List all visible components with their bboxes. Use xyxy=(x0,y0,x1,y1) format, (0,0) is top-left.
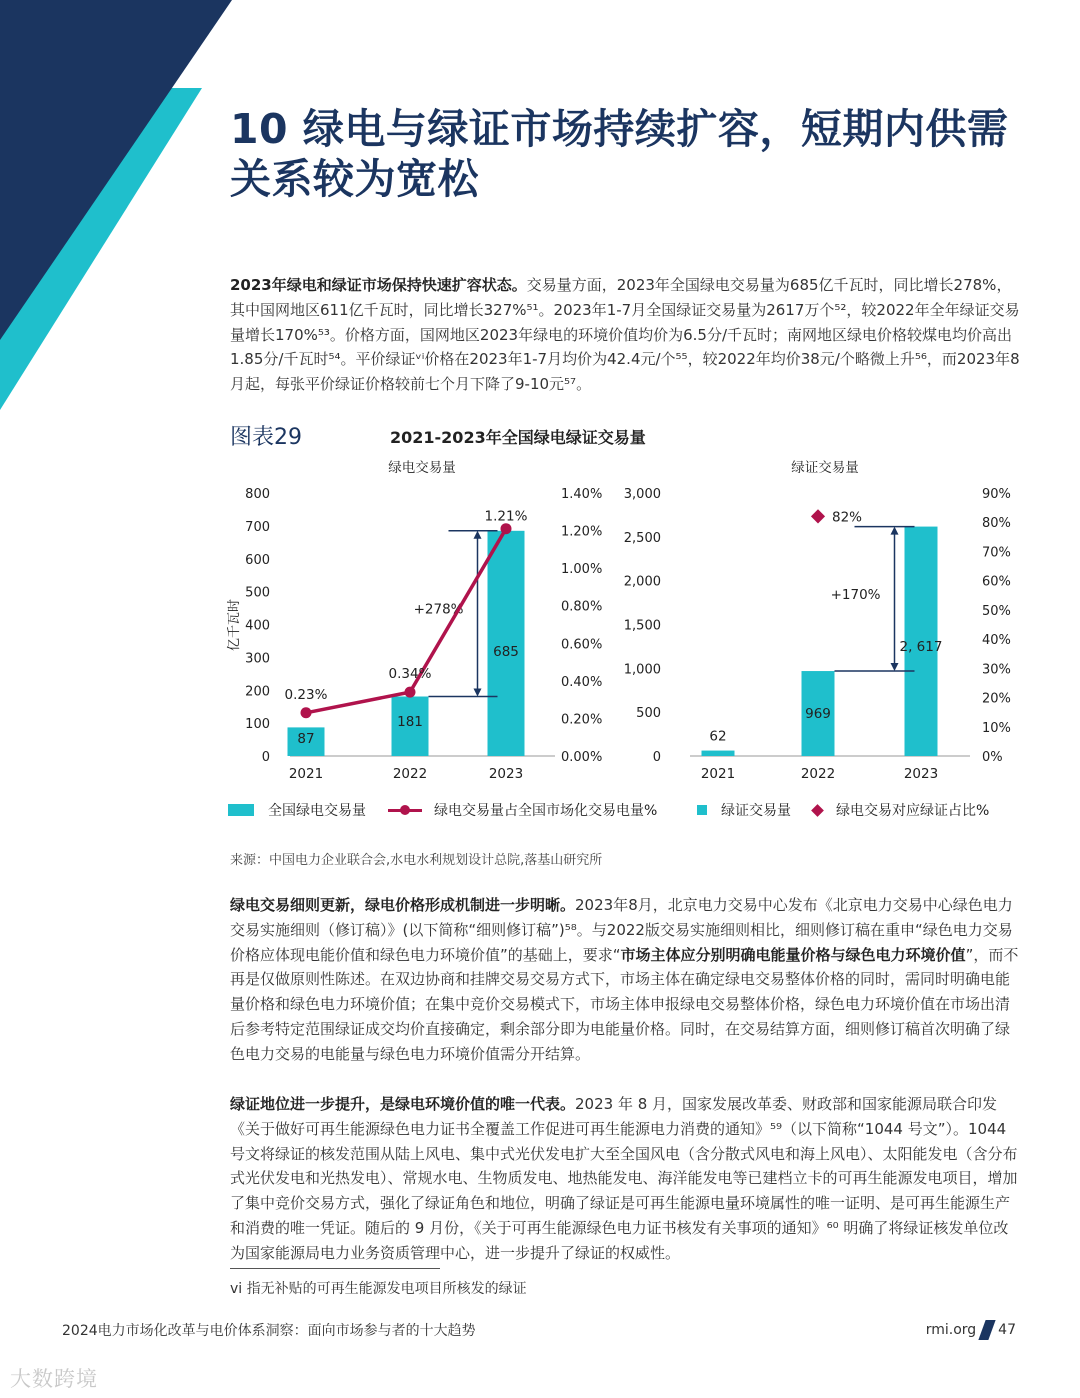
y-tick-label: 2,500 xyxy=(623,530,661,546)
y2-tick-label: 0.00% xyxy=(561,750,603,765)
y2-tick-label: 50% xyxy=(982,603,1011,619)
y-tick-label: 700 xyxy=(245,519,270,535)
bar-value-label: 62 xyxy=(709,728,727,745)
y-tick-label: 300 xyxy=(245,651,270,667)
bold-text-run: 绿电交易细则更新，绿电价格形成机制进一步明晰。 xyxy=(230,896,576,914)
bar-value-label: 969 xyxy=(805,706,831,722)
y2-tick-label: 70% xyxy=(982,545,1011,561)
y2-tick-label: 0.60% xyxy=(561,637,603,653)
y2-tick-label: 30% xyxy=(982,662,1011,678)
y2-tick-label: 0.40% xyxy=(561,674,603,690)
y-tick-label: 0 xyxy=(652,750,661,765)
y-tick-label: 2,000 xyxy=(623,574,661,590)
y-tick-label: 500 xyxy=(636,706,661,722)
bracket-arrow-down xyxy=(891,663,899,671)
y2-tick-label: 1.40% xyxy=(561,487,603,502)
legend-label-green-cert-volume: 绿证交易量 xyxy=(721,803,791,819)
footnote-divider xyxy=(230,1268,440,1269)
bold-text-run: 绿证地位进一步提升，是绿电环境价值的唯一代表。 xyxy=(230,1095,576,1113)
y-tick-label: 200 xyxy=(245,684,270,700)
y2-tick-label: 0.80% xyxy=(561,599,603,615)
bold-text-run: 市场主体应分别明确电能量价格与绿色电力环境价值 xyxy=(620,945,966,964)
growth-annotation: +170% xyxy=(830,586,881,603)
paragraph-market-status xyxy=(230,273,1020,397)
y-tick-label: 0 xyxy=(261,750,270,765)
x-tick-label: 2021 xyxy=(700,766,736,782)
bracket-arrow-up xyxy=(891,527,899,535)
legend-label-green-power-volume: 全国绿电交易量 xyxy=(268,803,366,819)
x-tick-label: 2022 xyxy=(800,766,836,782)
legend-diamond-swatch xyxy=(811,804,824,817)
share-value-label: 0.34% xyxy=(388,666,432,683)
x-tick-label: 2022 xyxy=(392,766,428,782)
y2-tick-label: 0.20% xyxy=(561,712,603,728)
y-tick-label: 500 xyxy=(245,585,270,601)
legend-bar-swatch xyxy=(228,804,254,816)
bracket-arrow-up xyxy=(474,531,482,539)
paragraph-green-cert-status xyxy=(230,1092,1020,1266)
legend-label-green-power-share: 绿电交易量占全国市场化交易电量% xyxy=(434,803,658,819)
y2-tick-label: 80% xyxy=(982,516,1011,532)
bar-2021 xyxy=(702,751,735,756)
text-run: 交易量方面，2023年全国绿电交易量为685亿千瓦时，同比增长278%，其中国网地区611亿千瓦时，同比增长327%⁵¹。2023年1-7月全国绿证交易量为2617万个⁵²，较2022年全年绿证交易量增长170%⁵³。价格方面，国网地区2023年绿电的环境价值均价为6.5分/千瓦时；南网地区绿电价格较煤电均价高出1.85分/千瓦时⁵⁴。平价绿证ᵛⁱ价格在2023年1-7月均价为42.4元/个⁵⁵，较2022年均价38元/个略微上升⁵⁶，而2023年8月起，每张平价绿证价格较前七个月下降了9-10元⁵⁷。 xyxy=(230,276,1020,394)
text-run: ”，而不再是仅做原则性陈述。在双边协商和挂牌交易交易方式下，市场主体在确定绿电交易整体价格的同时，需同时明确电能量价格和绿色电力环境价值；在集中竞价交易模式下，市场主体申报绿电交易整体价格，绿色电力环境价值在市场出清后参考特定范围绿证成交均价直接确定，剩余部分即为电能量价格。同时，在交易结算方面，细则修订稿首次明确了绿色电力交易的电能量与绿色电力环境价值需分开结算。 xyxy=(230,945,1019,1063)
y-tick-label: 3,000 xyxy=(623,487,661,502)
y2-tick-label: 60% xyxy=(982,574,1011,590)
y-tick-label: 400 xyxy=(245,618,270,634)
y2-tick-label: 90% xyxy=(982,487,1011,502)
watermark-logo: 大数跨境 xyxy=(10,1367,98,1391)
growth-annotation: +278% xyxy=(413,601,464,618)
y2-tick-label: 40% xyxy=(982,633,1011,649)
y2-tick-label: 20% xyxy=(982,691,1011,707)
footer-page-info xyxy=(926,1320,1016,1340)
footer-report-title: 2024电力市场化改革与电价体系洞察：面向市场参与者的十大趋势 xyxy=(62,1323,476,1339)
y-tick-label: 100 xyxy=(245,717,270,733)
navy-corner xyxy=(0,0,232,340)
legend-square-swatch xyxy=(697,805,707,815)
x-tick-label: 2023 xyxy=(903,766,939,782)
share-value-label: 0.23% xyxy=(284,686,328,703)
legend-line-swatch xyxy=(388,803,422,817)
y2-tick-label: 0% xyxy=(982,750,1003,765)
bracket-arrow-down xyxy=(474,688,482,696)
figure-label: 图表29 xyxy=(230,425,302,450)
y-axis-title: 亿千瓦时 xyxy=(227,598,242,652)
share-line-point xyxy=(301,707,312,718)
share-line-point xyxy=(405,687,416,698)
corner-decoration xyxy=(0,0,240,420)
page-title: 10 绿电与绿证市场持续扩容，短期内供需关系较为宽松 xyxy=(230,105,1009,203)
y2-tick-label: 1.00% xyxy=(561,562,603,578)
footnote: vi 指无补贴的可再生能源发电项目所核发的绿证 xyxy=(230,1281,527,1297)
bar-value-label: 87 xyxy=(297,731,315,747)
x-tick-label: 2021 xyxy=(288,766,324,782)
bar-value-label: 181 xyxy=(397,714,423,730)
y2-tick-label: 10% xyxy=(982,720,1011,736)
figure-title: 2021-2023年全国绿电绿证交易量 xyxy=(390,428,646,447)
bold-text-run: 2023年绿电和绿证市场保持快速扩容状态。 xyxy=(230,276,527,294)
bar-value-label: 2, 617 xyxy=(899,639,943,655)
chart-source: 来源：中国电力企业联合会,水电水利规划设计总院,落基山研究所 xyxy=(230,853,603,868)
legend-green-power xyxy=(228,800,657,820)
x-tick-label: 2023 xyxy=(488,766,524,782)
y-tick-label: 600 xyxy=(245,552,270,568)
chart-area xyxy=(220,450,1020,790)
bar-value-label: 685 xyxy=(493,644,519,660)
y-tick-label: 1,000 xyxy=(623,662,661,678)
paragraph-trading-rules xyxy=(230,893,1020,1067)
share-value-label: 1.21% xyxy=(484,508,528,525)
share-value-label: 82% xyxy=(832,509,863,526)
text-run: 2023年8月，北京电力交易中心发布《北京电力交易中心绿色电力交易实施细则（修订稿）》(以下简称“细则修订稿”)⁵⁸。与2022版交易实施细则相比，细则修订稿在重申“绿色电力交易价格应体现电能价值和绿色电力环境价值”的基础上，要求“ xyxy=(230,896,1013,964)
page-number: 47 xyxy=(998,1322,1016,1338)
footer-site-link[interactable]: rmi.org xyxy=(925,1322,977,1338)
legend-green-cert xyxy=(697,800,989,820)
chart-subtitle: 绿电交易量 xyxy=(388,460,456,476)
legend-label-green-cert-share: 绿电交易对应绿证占比% xyxy=(836,803,990,819)
y-tick-label: 1,500 xyxy=(623,618,661,634)
text-run: 2023 年 8 月，国家发展改革委、财政部和国家能源局联合印发《关于做好可再生能源绿色电力证书全覆盖工作促进可再生能源电力消费的通知》⁵⁹（以下简称“1044 号文”）。1044 号文将绿证的核发范围从陆上风电、集中式光伏发电扩大至全国风电（含分散式风电和海上风电）、太阳能发电（含分布式光伏发电和光热发电）、常规水电、生物质发电、地热能发电、海洋能发电等已建档立卡的可再生能源发电项目，增加了集中竞价交易方式，强化了绿证角色和地位，明确了绿证是可再生能源电量环境属性的唯一证明、是可再生能源生产和消费的唯一凭证。随后的 9 月份，《关于可再生能源绿色电力证书核发有关事项的通知》⁶⁰ 明确了将绿证核发单位改为国家能源局电力业务资质管理中心，进一步提升了绿证的权威性。 xyxy=(230,1095,1018,1262)
chart-subtitle: 绿证交易量 xyxy=(791,460,859,476)
share-line-point xyxy=(501,523,512,534)
y2-tick-label: 1.20% xyxy=(561,524,603,540)
slash-icon xyxy=(979,1320,996,1340)
y-tick-label: 800 xyxy=(245,487,270,502)
share-diamond-point xyxy=(811,509,825,523)
